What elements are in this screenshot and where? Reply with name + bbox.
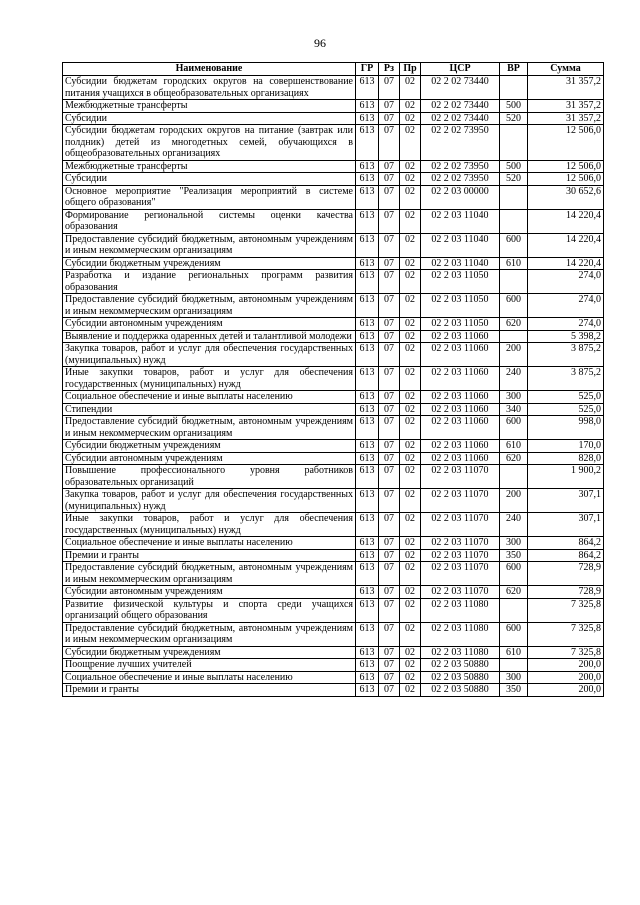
cell-rz: 07 <box>379 257 400 270</box>
cell-sum: 307,1 <box>528 513 604 537</box>
cell-vr: 620 <box>500 586 528 599</box>
cell-gr: 613 <box>356 671 379 684</box>
table-row <box>63 391 604 404</box>
cell-sum: 14 220,4 <box>528 233 604 257</box>
cell-sum: 998,0 <box>528 416 604 440</box>
cell-csr: 02 2 03 11070 <box>421 465 500 489</box>
table-row <box>63 125 604 161</box>
cell-gr: 613 <box>356 513 379 537</box>
cell-name: Субсидии бюджетам городских округов на совершенствование питания учащихся в общеобразовательных организациях <box>63 76 356 100</box>
table-body <box>63 76 604 697</box>
cell-sum: 31 357,2 <box>528 100 604 113</box>
cell-pr: 02 <box>400 403 421 416</box>
cell-sum: 274,0 <box>528 318 604 331</box>
cell-pr: 02 <box>400 684 421 697</box>
cell-gr: 613 <box>356 209 379 233</box>
cell-name: Премии и гранты <box>63 684 356 697</box>
cell-pr: 02 <box>400 562 421 586</box>
cell-sum: 200,0 <box>528 671 604 684</box>
cell-pr: 02 <box>400 100 421 113</box>
cell-rz: 07 <box>379 112 400 125</box>
cell-rz: 07 <box>379 185 400 209</box>
cell-vr: 240 <box>500 367 528 391</box>
cell-gr: 613 <box>356 100 379 113</box>
cell-pr: 02 <box>400 452 421 465</box>
cell-pr: 02 <box>400 270 421 294</box>
cell-sum: 1 900,2 <box>528 465 604 489</box>
table-row <box>63 684 604 697</box>
cell-rz: 07 <box>379 294 400 318</box>
cell-vr: 610 <box>500 440 528 453</box>
cell-pr: 02 <box>400 294 421 318</box>
cell-rz: 07 <box>379 173 400 186</box>
cell-pr: 02 <box>400 160 421 173</box>
table-row <box>63 416 604 440</box>
header-csr: ЦСР <box>421 63 500 76</box>
cell-csr: 02 2 03 11050 <box>421 270 500 294</box>
cell-csr: 02 2 02 73950 <box>421 173 500 186</box>
cell-vr: 340 <box>500 403 528 416</box>
cell-csr: 02 2 03 11060 <box>421 367 500 391</box>
cell-csr: 02 2 03 50880 <box>421 684 500 697</box>
cell-rz: 07 <box>379 209 400 233</box>
cell-vr: 600 <box>500 416 528 440</box>
cell-name: Разработка и издание региональных программ развития образования <box>63 270 356 294</box>
cell-sum: 3 875,2 <box>528 367 604 391</box>
table-row <box>63 537 604 550</box>
cell-sum: 274,0 <box>528 294 604 318</box>
table-row <box>63 343 604 367</box>
cell-csr: 02 2 03 11070 <box>421 549 500 562</box>
cell-rz: 07 <box>379 125 400 161</box>
cell-vr: 350 <box>500 549 528 562</box>
cell-gr: 613 <box>356 646 379 659</box>
cell-gr: 613 <box>356 416 379 440</box>
cell-vr <box>500 125 528 161</box>
cell-gr: 613 <box>356 257 379 270</box>
cell-rz: 07 <box>379 440 400 453</box>
cell-gr: 613 <box>356 173 379 186</box>
cell-csr: 02 2 03 11080 <box>421 646 500 659</box>
cell-gr: 613 <box>356 185 379 209</box>
table-row <box>63 440 604 453</box>
table-row <box>63 100 604 113</box>
cell-name: Закупка товаров, работ и услуг для обеспечения государственных (муниципальных) нужд <box>63 343 356 367</box>
cell-vr: 200 <box>500 343 528 367</box>
cell-gr: 613 <box>356 537 379 550</box>
cell-rz: 07 <box>379 391 400 404</box>
cell-vr <box>500 465 528 489</box>
cell-rz: 07 <box>379 684 400 697</box>
cell-csr: 02 2 03 11060 <box>421 343 500 367</box>
cell-gr: 613 <box>356 465 379 489</box>
cell-csr: 02 2 03 11060 <box>421 452 500 465</box>
cell-sum: 200,0 <box>528 659 604 672</box>
cell-gr: 613 <box>356 160 379 173</box>
cell-name: Субсидии бюджетным учреждениям <box>63 646 356 659</box>
cell-name: Социальное обеспечение и иные выплаты населению <box>63 391 356 404</box>
cell-gr: 613 <box>356 270 379 294</box>
cell-gr: 613 <box>356 586 379 599</box>
cell-csr: 02 2 03 11070 <box>421 562 500 586</box>
cell-sum: 728,9 <box>528 586 604 599</box>
cell-name: Закупка товаров, работ и услуг для обеспечения государственных (муниципальных) нужд <box>63 489 356 513</box>
table-row <box>63 76 604 100</box>
cell-rz: 07 <box>379 562 400 586</box>
table-row <box>63 659 604 672</box>
cell-name: Премии и гранты <box>63 549 356 562</box>
cell-name: Субсидии бюджетным учреждениям <box>63 440 356 453</box>
cell-pr: 02 <box>400 549 421 562</box>
cell-vr <box>500 330 528 343</box>
cell-sum: 200,0 <box>528 684 604 697</box>
cell-pr: 02 <box>400 646 421 659</box>
cell-gr: 613 <box>356 391 379 404</box>
cell-vr: 610 <box>500 257 528 270</box>
cell-name: Субсидии автономным учреждениям <box>63 318 356 331</box>
cell-sum: 864,2 <box>528 537 604 550</box>
cell-sum: 12 506,0 <box>528 173 604 186</box>
cell-sum: 30 652,6 <box>528 185 604 209</box>
cell-sum: 525,0 <box>528 391 604 404</box>
cell-csr: 02 2 03 11070 <box>421 586 500 599</box>
table-row <box>63 513 604 537</box>
cell-name: Иные закупки товаров, работ и услуг для обеспечения государственных (муниципальных) нужд <box>63 513 356 537</box>
cell-gr: 613 <box>356 684 379 697</box>
cell-name: Формирование региональной системы оценки качества образования <box>63 209 356 233</box>
cell-rz: 07 <box>379 76 400 100</box>
cell-gr: 613 <box>356 343 379 367</box>
cell-gr: 613 <box>356 318 379 331</box>
cell-name: Межбюджетные трансферты <box>63 160 356 173</box>
header-name: Наименование <box>63 63 356 76</box>
cell-gr: 613 <box>356 440 379 453</box>
cell-name: Субсидии бюджетам городских округов на питание (завтрак или полдник) детей из многодетных семей, обучающихся в общеобразовательных организациях <box>63 125 356 161</box>
cell-vr: 520 <box>500 112 528 125</box>
table-row <box>63 549 604 562</box>
cell-rz: 07 <box>379 586 400 599</box>
cell-name: Межбюджетные трансферты <box>63 100 356 113</box>
table-row <box>63 465 604 489</box>
cell-name: Предоставление субсидий бюджетным, автономным учреждениям и иным некоммерческим организациям <box>63 622 356 646</box>
cell-pr: 02 <box>400 173 421 186</box>
cell-vr <box>500 659 528 672</box>
cell-vr: 300 <box>500 391 528 404</box>
table-row <box>63 318 604 331</box>
cell-sum: 170,0 <box>528 440 604 453</box>
cell-sum: 5 398,2 <box>528 330 604 343</box>
cell-name: Субсидии автономным учреждениям <box>63 586 356 599</box>
cell-vr: 600 <box>500 233 528 257</box>
cell-pr: 02 <box>400 112 421 125</box>
cell-rz: 07 <box>379 537 400 550</box>
cell-pr: 02 <box>400 257 421 270</box>
cell-gr: 613 <box>356 76 379 100</box>
cell-vr: 520 <box>500 173 528 186</box>
cell-pr: 02 <box>400 343 421 367</box>
cell-pr: 02 <box>400 330 421 343</box>
cell-rz: 07 <box>379 549 400 562</box>
table-row <box>63 586 604 599</box>
cell-name: Субсидии <box>63 173 356 186</box>
header-pr: Пр <box>400 63 421 76</box>
cell-gr: 613 <box>356 659 379 672</box>
cell-name: Субсидии <box>63 112 356 125</box>
cell-pr: 02 <box>400 76 421 100</box>
cell-gr: 613 <box>356 233 379 257</box>
cell-vr: 620 <box>500 318 528 331</box>
cell-pr: 02 <box>400 489 421 513</box>
cell-pr: 02 <box>400 318 421 331</box>
table-row <box>63 403 604 416</box>
cell-rz: 07 <box>379 233 400 257</box>
cell-gr: 613 <box>356 622 379 646</box>
page-number: 96 <box>314 36 326 50</box>
cell-name: Субсидии бюджетным учреждениям <box>63 257 356 270</box>
cell-vr <box>500 209 528 233</box>
cell-gr: 613 <box>356 598 379 622</box>
cell-csr: 02 2 02 73950 <box>421 125 500 161</box>
cell-rz: 07 <box>379 646 400 659</box>
cell-vr: 200 <box>500 489 528 513</box>
cell-pr: 02 <box>400 513 421 537</box>
table-row <box>63 330 604 343</box>
table-row <box>63 452 604 465</box>
cell-vr: 500 <box>500 100 528 113</box>
table-row <box>63 112 604 125</box>
cell-vr: 300 <box>500 671 528 684</box>
cell-name: Предоставление субсидий бюджетным, автономным учреждениям и иным некоммерческим организациям <box>63 233 356 257</box>
table-row <box>63 160 604 173</box>
table-row <box>63 173 604 186</box>
table-row <box>63 489 604 513</box>
cell-vr: 600 <box>500 622 528 646</box>
cell-name: Субсидии автономным учреждениям <box>63 452 356 465</box>
cell-csr: 02 2 03 11040 <box>421 233 500 257</box>
cell-csr: 02 2 03 11060 <box>421 416 500 440</box>
table-row <box>63 646 604 659</box>
cell-csr: 02 2 03 00000 <box>421 185 500 209</box>
cell-gr: 613 <box>356 112 379 125</box>
table-header-row <box>63 63 604 76</box>
cell-vr <box>500 598 528 622</box>
cell-rz: 07 <box>379 330 400 343</box>
cell-pr: 02 <box>400 465 421 489</box>
header-rz: Рз <box>379 63 400 76</box>
cell-vr <box>500 185 528 209</box>
cell-sum: 7 325,8 <box>528 622 604 646</box>
cell-pr: 02 <box>400 537 421 550</box>
cell-csr: 02 2 03 11060 <box>421 391 500 404</box>
cell-sum: 14 220,4 <box>528 257 604 270</box>
cell-pr: 02 <box>400 622 421 646</box>
cell-sum: 864,2 <box>528 549 604 562</box>
cell-csr: 02 2 03 11040 <box>421 257 500 270</box>
header-gr: ГР <box>356 63 379 76</box>
cell-csr: 02 2 03 11080 <box>421 598 500 622</box>
cell-rz: 07 <box>379 160 400 173</box>
cell-rz: 07 <box>379 343 400 367</box>
cell-rz: 07 <box>379 416 400 440</box>
cell-csr: 02 2 02 73440 <box>421 100 500 113</box>
cell-sum: 525,0 <box>528 403 604 416</box>
cell-name: Социальное обеспечение и иные выплаты населению <box>63 671 356 684</box>
cell-rz: 07 <box>379 659 400 672</box>
cell-csr: 02 2 03 11060 <box>421 403 500 416</box>
cell-rz: 07 <box>379 403 400 416</box>
cell-pr: 02 <box>400 209 421 233</box>
cell-name: Иные закупки товаров, работ и услуг для обеспечения государственных (муниципальных) нужд <box>63 367 356 391</box>
cell-csr: 02 2 03 11070 <box>421 489 500 513</box>
cell-pr: 02 <box>400 233 421 257</box>
cell-csr: 02 2 03 11060 <box>421 440 500 453</box>
cell-sum: 31 357,2 <box>528 112 604 125</box>
cell-pr: 02 <box>400 391 421 404</box>
cell-pr: 02 <box>400 586 421 599</box>
cell-vr: 240 <box>500 513 528 537</box>
cell-vr: 500 <box>500 160 528 173</box>
cell-name: Основное мероприятие "Реализация мероприятий в системе общего образования" <box>63 185 356 209</box>
table-row <box>63 622 604 646</box>
cell-sum: 31 357,2 <box>528 76 604 100</box>
cell-name: Выявление и поддержка одаренных детей и талантливой молодежи <box>63 330 356 343</box>
cell-name: Предоставление субсидий бюджетным, автономным учреждениям и иным некоммерческим организациям <box>63 562 356 586</box>
table-row <box>63 233 604 257</box>
cell-pr: 02 <box>400 416 421 440</box>
cell-vr: 350 <box>500 684 528 697</box>
cell-csr: 02 2 02 73440 <box>421 112 500 125</box>
cell-rz: 07 <box>379 671 400 684</box>
cell-gr: 613 <box>356 367 379 391</box>
cell-name: Социальное обеспечение и иные выплаты населению <box>63 537 356 550</box>
cell-gr: 613 <box>356 330 379 343</box>
cell-rz: 07 <box>379 318 400 331</box>
budget-table <box>62 62 604 697</box>
table-row <box>63 185 604 209</box>
cell-sum: 7 325,8 <box>528 598 604 622</box>
cell-sum: 7 325,8 <box>528 646 604 659</box>
cell-sum: 12 506,0 <box>528 160 604 173</box>
cell-vr: 300 <box>500 537 528 550</box>
cell-sum: 728,9 <box>528 562 604 586</box>
cell-csr: 02 2 03 50880 <box>421 671 500 684</box>
table-row <box>63 257 604 270</box>
cell-csr: 02 2 03 11050 <box>421 294 500 318</box>
cell-rz: 07 <box>379 598 400 622</box>
cell-rz: 07 <box>379 622 400 646</box>
cell-gr: 613 <box>356 562 379 586</box>
cell-csr: 02 2 03 11070 <box>421 513 500 537</box>
cell-csr: 02 2 02 73440 <box>421 76 500 100</box>
cell-sum: 828,0 <box>528 452 604 465</box>
cell-pr: 02 <box>400 659 421 672</box>
cell-sum: 274,0 <box>528 270 604 294</box>
cell-gr: 613 <box>356 403 379 416</box>
table-row <box>63 294 604 318</box>
cell-pr: 02 <box>400 671 421 684</box>
cell-sum: 12 506,0 <box>528 125 604 161</box>
cell-name: Стипендии <box>63 403 356 416</box>
cell-rz: 07 <box>379 100 400 113</box>
table-row <box>63 367 604 391</box>
cell-gr: 613 <box>356 489 379 513</box>
table-row <box>63 598 604 622</box>
cell-sum: 3 875,2 <box>528 343 604 367</box>
cell-pr: 02 <box>400 367 421 391</box>
cell-csr: 02 2 03 11070 <box>421 537 500 550</box>
table-row <box>63 270 604 294</box>
cell-pr: 02 <box>400 598 421 622</box>
cell-rz: 07 <box>379 513 400 537</box>
cell-rz: 07 <box>379 367 400 391</box>
cell-name: Повышение профессионального уровня работников образовательных организаций <box>63 465 356 489</box>
table-row <box>63 562 604 586</box>
table-row <box>63 671 604 684</box>
cell-rz: 07 <box>379 489 400 513</box>
cell-vr <box>500 270 528 294</box>
cell-pr: 02 <box>400 125 421 161</box>
cell-csr: 02 2 03 11050 <box>421 318 500 331</box>
cell-csr: 02 2 03 11080 <box>421 622 500 646</box>
cell-name: Развитие физической культуры и спорта среди учащихся организаций общего образования <box>63 598 356 622</box>
cell-sum: 14 220,4 <box>528 209 604 233</box>
cell-pr: 02 <box>400 185 421 209</box>
cell-gr: 613 <box>356 549 379 562</box>
cell-vr <box>500 76 528 100</box>
cell-name: Предоставление субсидий бюджетным, автономным учреждениям и иным некоммерческим организациям <box>63 294 356 318</box>
cell-csr: 02 2 02 73950 <box>421 160 500 173</box>
cell-rz: 07 <box>379 452 400 465</box>
cell-name: Поощрение лучших учителей <box>63 659 356 672</box>
cell-vr: 620 <box>500 452 528 465</box>
cell-rz: 07 <box>379 465 400 489</box>
cell-gr: 613 <box>356 452 379 465</box>
table-row <box>63 209 604 233</box>
cell-sum: 307,1 <box>528 489 604 513</box>
cell-gr: 613 <box>356 294 379 318</box>
cell-rz: 07 <box>379 270 400 294</box>
cell-csr: 02 2 03 11040 <box>421 209 500 233</box>
cell-name: Предоставление субсидий бюджетным, автономным учреждениям и иным некоммерческим организациям <box>63 416 356 440</box>
cell-vr: 610 <box>500 646 528 659</box>
cell-gr: 613 <box>356 125 379 161</box>
cell-pr: 02 <box>400 440 421 453</box>
header-sum: Сумма <box>528 63 604 76</box>
cell-vr: 600 <box>500 562 528 586</box>
header-vr: ВР <box>500 63 528 76</box>
cell-csr: 02 2 03 50880 <box>421 659 500 672</box>
cell-vr: 600 <box>500 294 528 318</box>
cell-csr: 02 2 03 11060 <box>421 330 500 343</box>
